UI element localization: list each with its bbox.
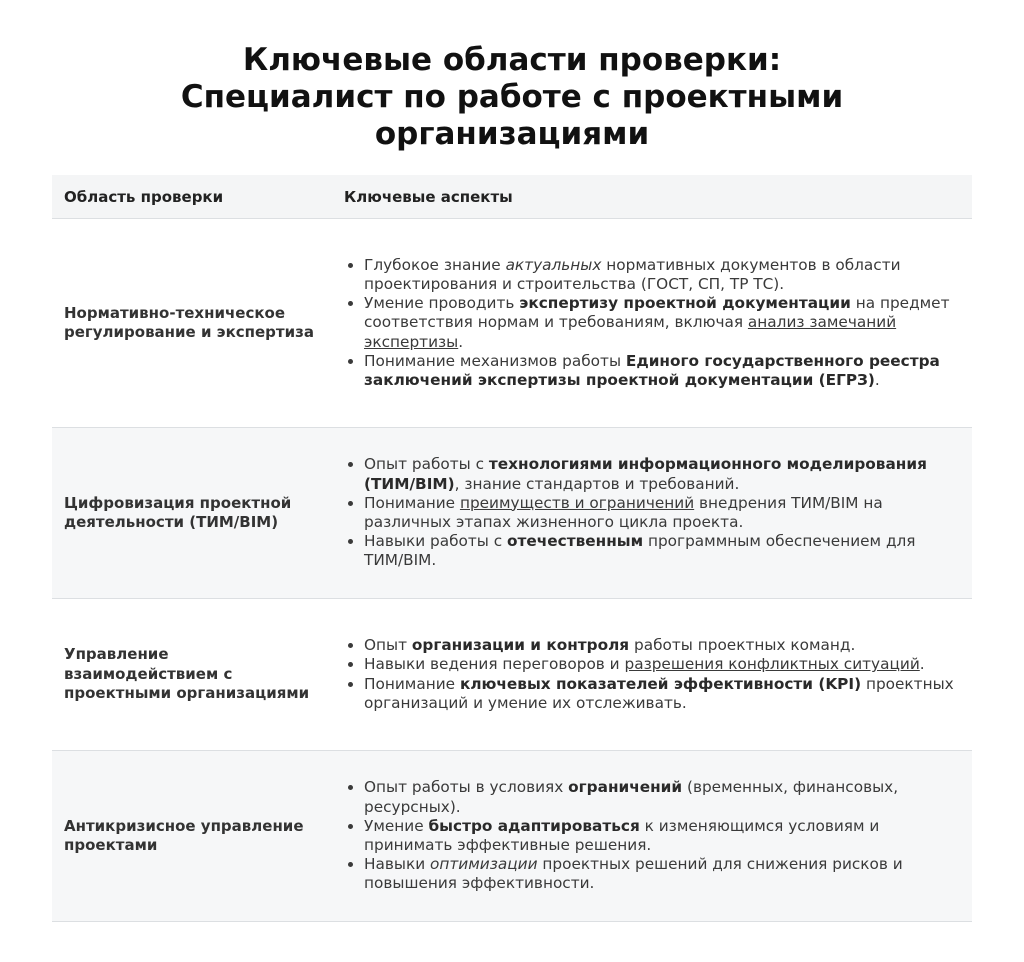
aspect-item: • Понимание механизмов работы Единого государственного реестра заключений экспертизы проектной документации (ЕГРЗ). [364,352,954,390]
aspect-item: • Понимание ключевых показателей эффективности (KPI) проектных организаций и умение их отслеживать. [364,675,954,713]
italic-text: актуальных [505,255,602,274]
bold-text: быстро адаптироваться [428,816,640,835]
table-row [52,219,972,428]
table-row [52,428,972,599]
bold-text: ограничений [568,778,683,797]
aspects-list [344,636,954,713]
italic-text: оптимизации [430,855,538,874]
bold-text: технологиями информационного моделирования (ТИМ/BIM) [364,455,927,493]
aspect-item: • Умение проводить экспертизу проектной документации на предмет соответствия нормам и требованиям, включая анализ замечаний экспертизы. [364,294,954,352]
underlined-text: преимуществ и ограничений [459,493,695,512]
aspects-cell [332,455,972,570]
column-header-area: Область проверки [64,187,224,206]
aspects-list [344,455,954,570]
aspect-item: • Глубокое знание актуальных нормативных документов в области проектирования и строительства (ГОСТ, СП, ТР ТС). [364,256,954,294]
page-title [0,42,1024,153]
underlined-text: анализ замечаний экспертизы [364,313,897,351]
aspect-item: • Опыт работы с технологиями информационного моделирования (ТИМ/BIM), знание стандартов и требований. [364,455,954,493]
title-line: организациями [374,116,650,152]
area-cell: Управление взаимодействием с проектными организациями [64,645,310,703]
aspect-item: • Понимание преимуществ и ограничений внедрения ТИМ/BIM на различных этапах жизненного цикла проекта. [364,494,954,532]
aspect-item: • Опыт организации и контроля работы проектных команд. [364,636,954,655]
bold-text: организации и контроля [411,636,630,655]
aspect-item: • Навыки работы с отечественным программным обеспечением для ТИМ/BIM. [364,532,954,570]
title-line: Специалист по работе с проектными [180,79,844,115]
aspects-cell [332,636,972,713]
aspects-list [344,778,954,893]
column-header-aspects: Ключевые аспекты [344,187,513,206]
bold-text: Единого государственного реестра заключений экспертизы проектной документации (ЕГРЗ) [364,351,940,389]
underlined-text: разрешения конфликтных ситуаций [624,655,920,674]
table-row [52,751,972,922]
area-cell: Антикризисное управление проектами [64,816,304,854]
bold-text: отечественным [507,532,644,551]
aspects-cell [332,778,972,893]
area-cell: Цифровизация проектной деятельности (ТИМ/BIM) [64,493,292,531]
review-areas-table [52,175,972,922]
aspects-cell [332,256,972,390]
aspect-item: • Навыки оптимизации проектных решений для снижения рисков и повышения эффективности. [364,855,954,893]
aspects-list [344,256,954,390]
title-line: Ключевые области проверки: [242,42,782,78]
table-header [52,175,972,219]
table-row [52,599,972,751]
bold-text: ключевых показателей эффективности (KPI) [459,674,862,693]
bold-text: экспертизу проектной документации [519,294,851,313]
aspect-item: • Навыки ведения переговоров и разрешения конфликтных ситуаций. [364,655,954,674]
area-cell: Нормативно-техническое регулирование и экспертиза [64,303,314,341]
aspect-item: • Опыт работы в условиях ограничений (временных, финансовых, ресурсных). [364,778,954,816]
aspect-item: • Умение быстро адаптироваться к изменяющимся условиям и принимать эффективные решения. [364,817,954,855]
